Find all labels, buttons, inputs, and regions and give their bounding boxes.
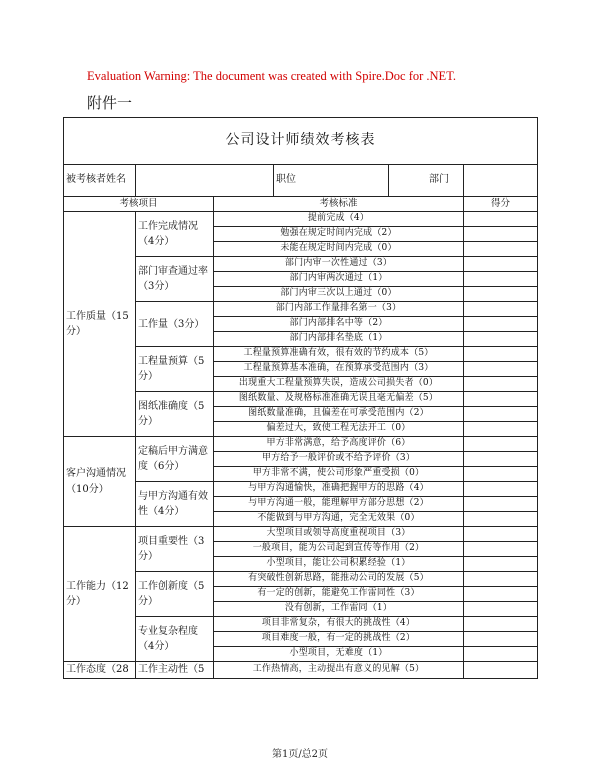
name-label: 被考核者姓名 <box>64 165 136 197</box>
score-cell[interactable] <box>464 512 538 527</box>
criterion-cell: 工程量预算准确有效，很有效的节约成本（5） <box>214 347 464 362</box>
table-row <box>64 572 538 587</box>
score-cell[interactable] <box>464 497 538 512</box>
score-cell[interactable] <box>464 242 538 257</box>
subitem-cell: 图纸准确度（5分） <box>136 392 214 437</box>
subitem-cell: 专业复杂程度（4分） <box>136 617 214 662</box>
score-cell[interactable] <box>464 347 538 362</box>
criterion-cell: 偏差过大，致使工程无法开工（0） <box>214 422 464 437</box>
position-label: 职位 <box>274 165 389 197</box>
score-cell[interactable] <box>464 227 538 242</box>
criterion-cell: 图纸数量、及规格标准准确无误且毫无偏差（5） <box>214 392 464 407</box>
score-cell[interactable] <box>464 437 538 452</box>
criterion-cell: 甲方给予一般评价或不给予评价（3） <box>214 452 464 467</box>
criterion-cell: 大型项目或领导高度重视项目（3） <box>214 527 464 542</box>
criterion-cell: 甲方非常满意，给予高度评价（6） <box>214 437 464 452</box>
score-cell[interactable] <box>464 557 538 572</box>
score-cell[interactable] <box>464 257 538 272</box>
score-cell[interactable] <box>464 422 538 437</box>
evaluation-warning: Evaluation Warning: The document was created with Spire.Doc for .NET. <box>87 69 457 83</box>
score-cell[interactable] <box>464 272 538 287</box>
score-cell[interactable] <box>464 647 538 662</box>
subitem-cell: 工作主动性（5 <box>136 662 214 679</box>
category-cell: 客户沟通情况（10分） <box>64 437 136 527</box>
criterion-cell: 与甲方沟通一般，能理解甲方部分思想（2） <box>214 497 464 512</box>
criterion-cell: 甲方非常不满，使公司形象严重受损（0） <box>214 467 464 482</box>
criterion-cell: 部门内审两次通过（1） <box>214 272 464 287</box>
criterion-cell: 小型项目，无难度（1） <box>214 647 464 662</box>
category-cell: 工作质量（15分） <box>64 212 136 437</box>
criterion-cell: 图纸数量准确，且偏差在可承受范围内（2） <box>214 407 464 422</box>
score-cell[interactable] <box>464 587 538 602</box>
table-row <box>64 257 538 272</box>
subitem-cell: 项目重要性（3分） <box>136 527 214 572</box>
score-cell[interactable] <box>464 332 538 347</box>
category-cell: 工作态度（28 <box>64 662 136 679</box>
subitem-cell: 定稿后甲方满意度（6分） <box>136 437 214 482</box>
category-cell: 工作能力（12分） <box>64 527 136 662</box>
score-cell[interactable] <box>464 467 538 482</box>
subitem-cell: 工作量（3分） <box>136 302 214 347</box>
table-row <box>64 527 538 542</box>
subitem-cell: 部门审查通过率（3分） <box>136 257 214 302</box>
score-cell[interactable] <box>464 602 538 617</box>
page-footer: 第1页/总2页 <box>271 749 329 760</box>
criterion-cell: 有突破性创新思路，能推动公司的发展（5） <box>214 572 464 587</box>
score-cell[interactable] <box>464 392 538 407</box>
table-row <box>64 302 538 317</box>
criterion-cell: 部门内审一次性通过（3） <box>214 257 464 272</box>
criterion-cell: 不能做到与甲方沟通，完全无效果（0） <box>214 512 464 527</box>
score-cell[interactable] <box>464 527 538 542</box>
criterion-cell: 勉强在规定时间内完成（2） <box>214 227 464 242</box>
criterion-cell: 部门内部工作量排名第一（3） <box>214 302 464 317</box>
criterion-cell: 小型项目，能让公司积累经验（1） <box>214 557 464 572</box>
score-cell[interactable] <box>464 572 538 587</box>
criterion-cell: 项目非常复杂，有很大的挑战性（4） <box>214 617 464 632</box>
name-value-cell[interactable] <box>136 165 274 197</box>
criterion-cell: 工程量预算基本准确，在预算承受范围内（3） <box>214 362 464 377</box>
criterion-cell: 没有创新，工作雷同（1） <box>214 602 464 617</box>
score-cell[interactable] <box>464 632 538 647</box>
table-row <box>64 347 538 362</box>
table-row <box>64 617 538 632</box>
criterion-cell: 未能在规定时间内完成（0） <box>214 242 464 257</box>
criterion-cell: 有一定的创新，能避免工作雷同性（3） <box>214 587 464 602</box>
score-cell[interactable] <box>464 212 538 227</box>
score-cell[interactable] <box>464 452 538 467</box>
attachment-label: 附件一 <box>87 94 133 112</box>
score-cell[interactable] <box>464 317 538 332</box>
subitem-cell: 工作创新度（5分） <box>136 572 214 617</box>
header-standard: 考核标准 <box>214 197 464 212</box>
score-cell[interactable] <box>464 407 538 422</box>
criterion-cell: 与甲方沟通愉快，准确把握甲方的思路（4） <box>214 482 464 497</box>
table-row <box>64 392 538 407</box>
criterion-cell: 项目难度一般，有一定的挑战性（2） <box>214 632 464 647</box>
criterion-cell: 出现重大工程量预算失误，造成公司损失者（0） <box>214 377 464 392</box>
criterion-cell: 一般项目，能为公司起到宣传等作用（2） <box>214 542 464 557</box>
table-row <box>64 482 538 497</box>
table-row <box>64 212 538 227</box>
score-cell[interactable] <box>464 617 538 632</box>
criterion-cell: 部门内审三次以上通过（0） <box>214 287 464 302</box>
evaluation-table <box>63 117 538 679</box>
score-cell[interactable] <box>464 302 538 317</box>
criterion-cell: 工作热情高，主动提出有意义的见解（5） <box>214 662 464 679</box>
subitem-cell: 工作完成情况（4分） <box>136 212 214 257</box>
criterion-cell: 提前完成（4） <box>214 212 464 227</box>
subitem-cell: 与甲方沟通有效性（4分） <box>136 482 214 527</box>
score-cell[interactable] <box>464 377 538 392</box>
table-title: 公司设计师绩效考核表 <box>64 118 538 165</box>
score-cell[interactable] <box>464 362 538 377</box>
score-cell[interactable] <box>464 287 538 302</box>
table-row <box>64 662 538 679</box>
score-cell[interactable] <box>464 482 538 497</box>
subitem-cell: 工程量预算（5分） <box>136 347 214 392</box>
score-cell[interactable] <box>464 662 538 679</box>
department-label: 部门 <box>389 165 464 197</box>
department-value-cell[interactable] <box>464 165 538 197</box>
criterion-cell: 部门内部排名中等（2） <box>214 317 464 332</box>
table-row <box>64 437 538 452</box>
score-cell[interactable] <box>464 542 538 557</box>
header-score: 得分 <box>464 197 538 212</box>
criterion-cell: 部门内部排名垫底（1） <box>214 332 464 347</box>
header-project: 考核项目 <box>64 197 214 212</box>
